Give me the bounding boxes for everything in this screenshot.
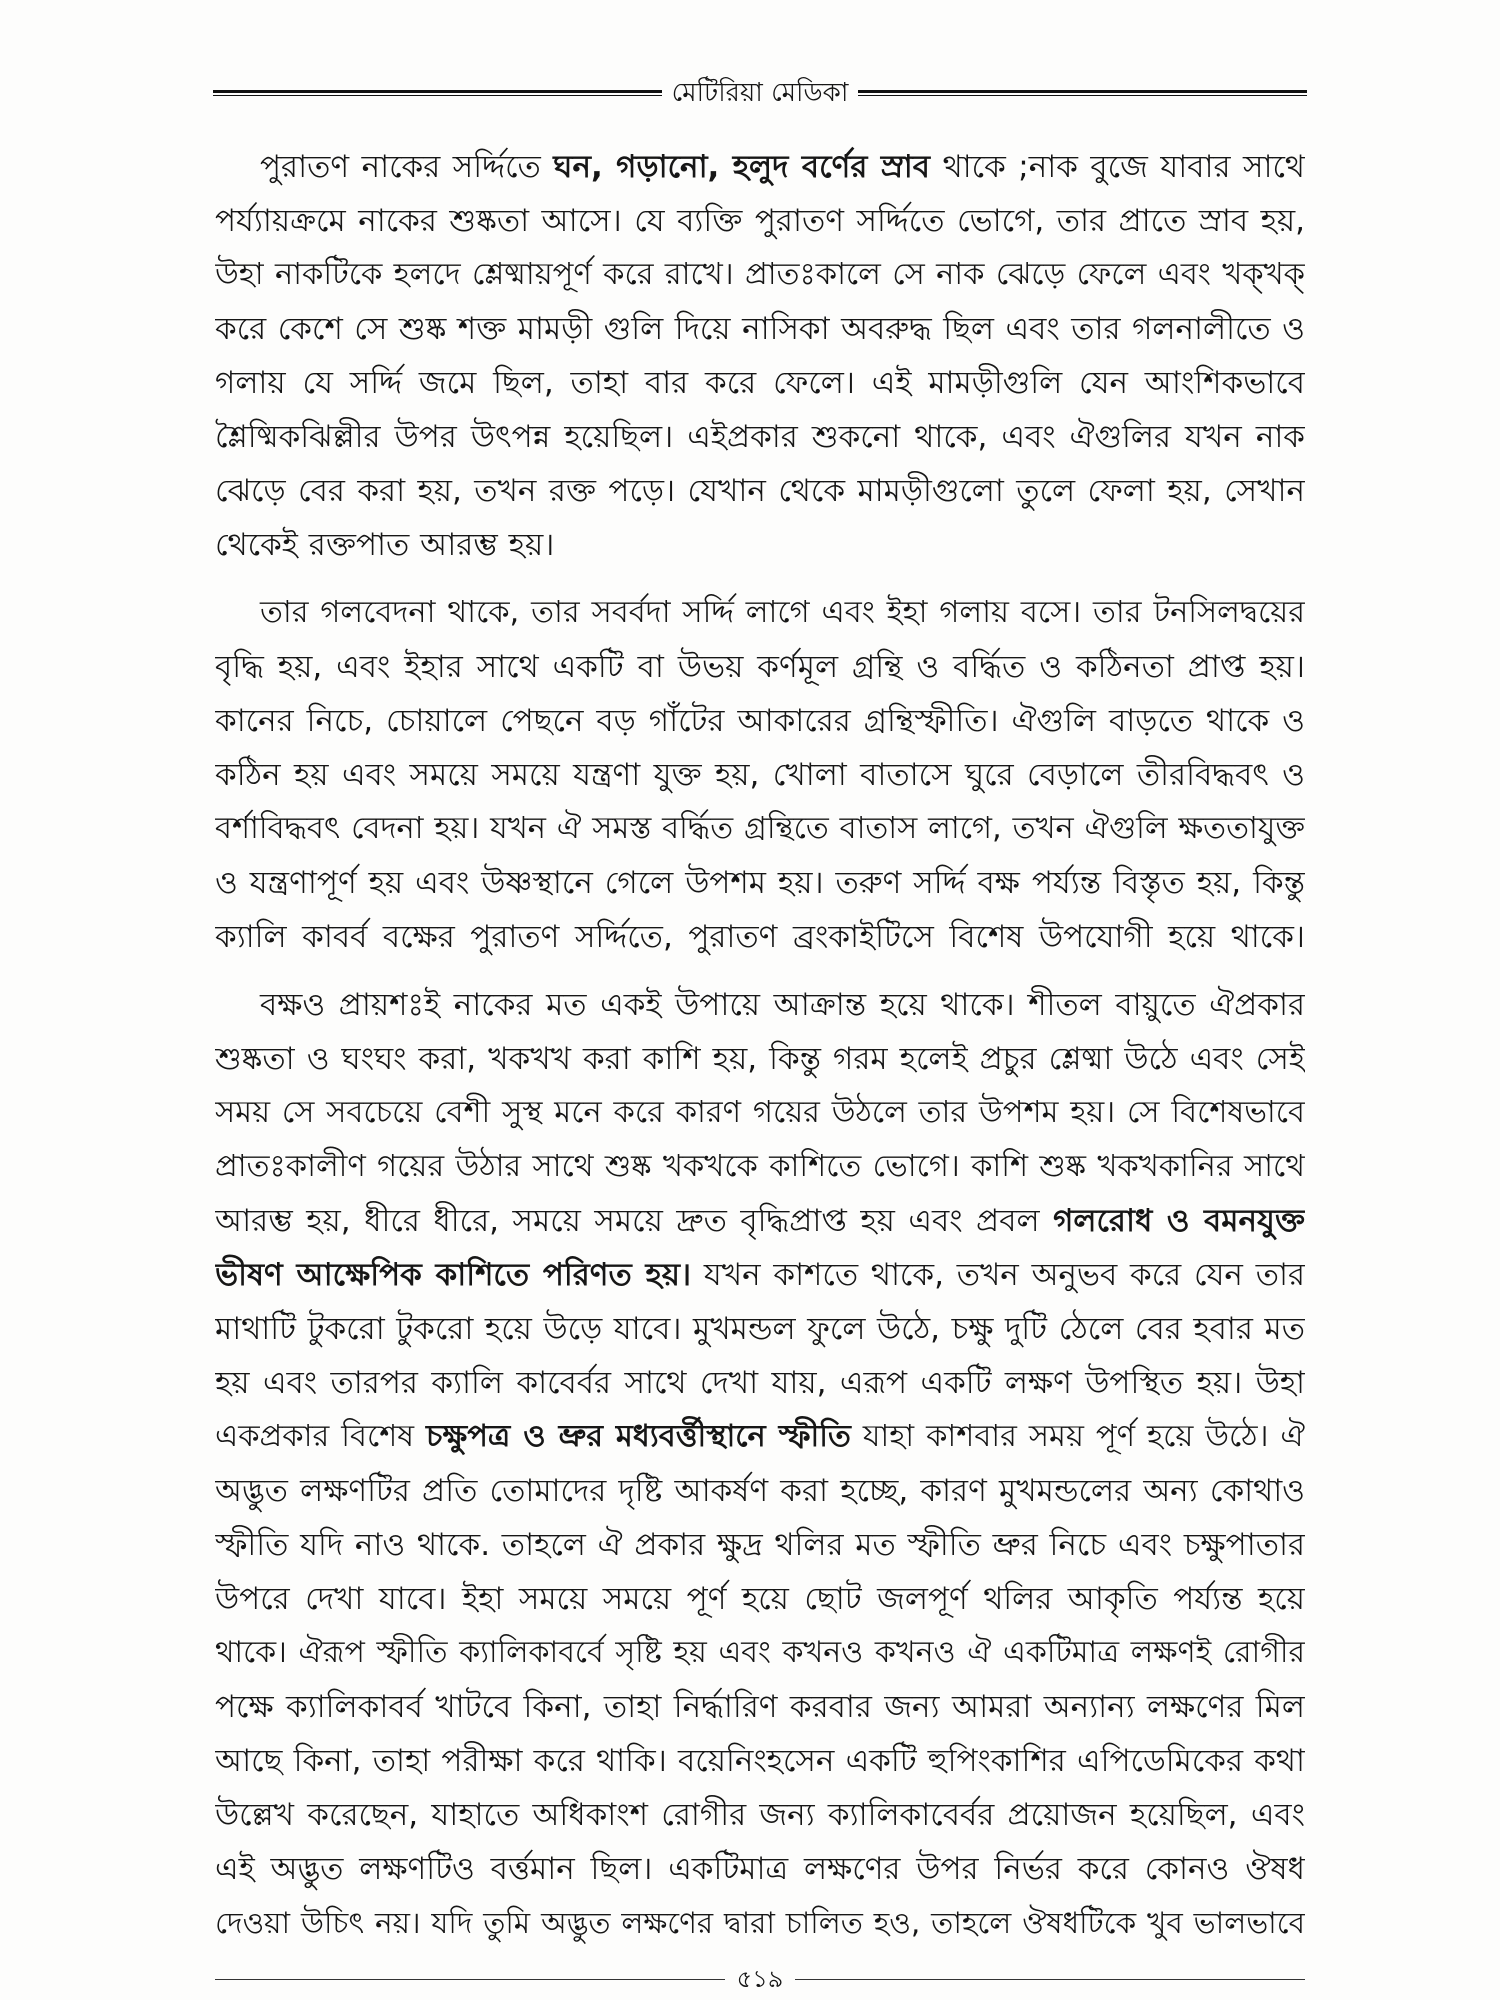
text-run: হয় এবং তারপর ক্যালি কাবের্বর সাথে দেখা যায়, এরূপ একটি লক্ষণ উপস্থিত হয়। উহা — [215, 1365, 1305, 1401]
text-run: বর্শাবিদ্ধবৎ বেদনা হয়। যখন ঐ সমস্ত বর্দ্ধিত গ্রন্থিতে বাতাস লাগে, তখন ঐগুলি ক্ষততাযুক্ত — [215, 811, 1305, 846]
text-line — [215, 1572, 1305, 1626]
text-line — [215, 640, 1305, 694]
text-run: পক্ষে ক্যালিকাবর্ব খাটবে কিনা, তাহা নির্দ্ধারিণ করবার জন্য আমরা অন্যান্য লক্ষণের মিল — [215, 1689, 1305, 1725]
text-run: যাহা কাশবার সময় পূর্ণ হয়ে উঠে। ঐ — [850, 1419, 1305, 1454]
text-line — [215, 194, 1305, 248]
text-line — [215, 1410, 1305, 1464]
header-rule-right — [858, 90, 1307, 96]
text-line — [215, 1518, 1305, 1572]
text-run: উল্লেখ করেছেন, যাহাতে অধিকাংশ রোগীর জন্য ক্যালিকাবের্বর প্রয়োজন হয়েছিল, এবং — [215, 1797, 1305, 1833]
footer-rule-right — [795, 1979, 1305, 1980]
text-run: ঝেড়ে বের করা হয়, তখন রক্ত পড়ে। যেখান থেকে মামড়ীগুলো তুলে ফেলা হয়, সেখান — [215, 473, 1305, 509]
text-run: গলায় যে সর্দ্দি জমে ছিল, তাহা বার করে ফেলে। এই মামড়ীগুলি যেন আংশিকভাবে — [215, 365, 1305, 401]
text-run: করে কেশে সে শুষ্ক শক্ত মামড়ী গুলি দিয়ে নাসিকা অবরুদ্ধ ছিল এবং তার গলনালীতে ও — [215, 311, 1305, 347]
text-run: পর্য্যায়ক্রমে নাকের শুষ্কতা আসে। যে ব্যক্তি পুরাতণ সর্দ্দিতে ভোগে, তার প্রাতে স্রাব হয়, — [215, 203, 1305, 239]
text-run: পুরাতণ নাকের সর্দ্দিতে — [260, 149, 554, 185]
paragraph — [215, 978, 1305, 1950]
text-run: থাকে। ঐরূপ স্ফীতি ক্যালিকাবর্বে সৃষ্টি হয় এবং কখনও কখনও ঐ একটিমাত্র লক্ষণই রোগীর — [215, 1635, 1305, 1670]
text-run: শুষ্কতা ও ঘংঘং করা, খকখখ করা কাশি হয়, কিন্তু গরম হলেই প্রচুর শ্লেষ্মা উঠে এবং সেই — [215, 1041, 1305, 1077]
text-line — [215, 140, 1305, 194]
footer-rule-left — [215, 1979, 725, 1980]
text-line — [215, 1680, 1305, 1734]
text-line — [215, 302, 1305, 356]
text-line — [215, 694, 1305, 748]
text-run: কঠিন হয় এবং সময়ে সময়ে যন্ত্রণা যুক্ত হয়, খোলা বাতাসে ঘুরে বেড়ালে তীরবিদ্ধবৎ ও — [215, 757, 1305, 793]
text-run: সময় সে সবচেয়ে বেশী সুস্থ মনে করে কারণ গয়ের উঠলে তার উপশম হয়। সে বিশেষভাবে — [215, 1095, 1305, 1130]
text-run: ও যন্ত্রণাপূর্ণ হয় এবং উষ্ণস্থানে গেলে উপশম হয়। তরুণ সর্দ্দি বক্ষ পর্য্যন্ত বিস্তৃত হয়, কিন্তু — [215, 865, 1305, 901]
text-run: মাথাটি টুকরো টুকরো হয়ে উড়ে যাবে। মুখমন্ডল ফুলে উঠে, চক্ষু দুটি ঠেলে বের হবার মত — [215, 1311, 1305, 1347]
text-run: দেওয়া উচিৎ নয়। যদি তুমি অদ্ভুত লক্ষণের দ্বারা চালিত হও, তাহলে ঔষধটিকে খুব ভালভাবে — [215, 1906, 1305, 1940]
text-run: বৃদ্ধি হয়, এবং ইহার সাথে একটি বা উভয় কর্ণমূল গ্রন্থি ও বর্দ্ধিত ও কঠিনতা প্রাপ্ত হয়। — [215, 649, 1305, 685]
page-number: ৫১৯ — [736, 1965, 784, 1993]
text-line — [215, 464, 1305, 518]
text-line — [215, 978, 1305, 1032]
text-run: ক্যালি কাবর্ব বক্ষের পুরাতণ সর্দ্দিতে, পুরাতণ ব্রংকাইটিসে বিশেষ উপযোগী হয়ে থাকে। — [215, 919, 1305, 955]
text-line — [215, 1356, 1305, 1410]
text-line — [215, 1626, 1305, 1680]
text-line — [215, 748, 1305, 802]
text-line — [215, 1842, 1305, 1896]
text-line — [215, 1032, 1305, 1086]
bold-text-run: চক্ষুপত্র ও ভ্রুর মধ্যবর্ত্তীস্থানে স্ফীতি — [426, 1419, 851, 1454]
text-run: অদ্ভুত লক্ষণটির প্রতি তোমাদের দৃষ্টি আকর্ষণ করা হচ্ছে, কারণ মুখমন্ডলের অন্য কোথাও — [215, 1473, 1305, 1509]
text-line — [215, 518, 1305, 572]
running-header — [213, 76, 1307, 110]
text-run: যখন কাশতে থাকে, তখন অনুভব করে যেন তার — [691, 1257, 1305, 1293]
text-line — [215, 856, 1305, 910]
text-line — [215, 1086, 1305, 1140]
text-run: এই অদ্ভুত লক্ষণটিও বর্ত্তমান ছিল। একটিমাত্র লক্ষণের উপর নির্ভর করে কোনও ঔষধ — [215, 1851, 1305, 1887]
text-run: শ্লৈষ্মিকঝিল্লীর উপর উৎপন্ন হয়েছিল। এইপ্রকার শুকনো থাকে, এবং ঐগুলির যখন নাক — [215, 419, 1305, 455]
text-run: স্ফীতি যদি নাও থাকে. তাহলে ঐ প্রকার ক্ষুদ্র থলির মত স্ফীতি ভ্রুর নিচে এবং চক্ষুপাতার — [215, 1527, 1305, 1563]
text-line — [215, 1734, 1305, 1788]
text-line — [215, 1302, 1305, 1356]
paragraph — [215, 140, 1305, 572]
text-run: থেকেই রক্তপাত আরম্ভ হয়। — [215, 527, 555, 563]
text-line — [215, 1896, 1305, 1950]
text-run: আরম্ভ হয়, ধীরে ধীরে, সময়ে সময়ে দ্রুত বৃদ্ধিপ্রাপ্ত হয় এবং প্রবল — [215, 1203, 1054, 1239]
text-run: আছে কিনা, তাহা পরীক্ষা করে থাকি। বয়েনিংহসেন একটি হুপিংকাশির এপিডেমিকের কথা — [215, 1743, 1305, 1779]
page-footer — [215, 1964, 1305, 1994]
text-run: উহা নাকটিকে হলদে শ্লেষ্মায়পূর্ণ করে রাখে। প্রাতঃকালে সে নাক ঝেড়ে ফেলে এবং খক্খক্ — [215, 257, 1305, 292]
bold-text-run: ভীষণ আক্ষেপিক কাশিতে পরিণত হয়। — [215, 1257, 692, 1293]
paragraph — [215, 586, 1305, 964]
text-run: একপ্রকার বিশেষ — [215, 1419, 427, 1454]
text-run: তার গলবেদনা থাকে, তার সবর্বদা সর্দ্দি লাগে এবং ইহা গলায় বসে। তার টনসিলদ্বয়ের — [260, 595, 1305, 630]
text-line — [215, 910, 1305, 964]
text-line — [215, 248, 1305, 302]
text-line — [215, 356, 1305, 410]
text-line — [215, 1788, 1305, 1842]
text-line — [215, 1248, 1305, 1302]
bold-text-run: গলরোধ ও বমনযুক্ত — [1053, 1203, 1305, 1239]
text-line — [215, 802, 1305, 856]
text-run: বক্ষও প্রায়শঃই নাকের মত একই উপায়ে আক্রান্ত হয়ে থাকে। শীতল বায়ুতে ঐপ্রকার — [260, 987, 1305, 1023]
bold-text-run: ঘন, গড়ানো, হলুদ বর্ণের স্রাব — [553, 149, 931, 185]
text-run: থাকে ;নাক বুজে যাবার সাথে — [930, 149, 1305, 185]
text-line — [215, 1464, 1305, 1518]
text-line — [215, 1140, 1305, 1194]
text-run: প্রাতঃকালীণ গয়ের উঠার সাথে শুষ্ক খকখকে কাশিতে ভোগে। কাশি শুষ্ক খকখকানির সাথে — [215, 1149, 1305, 1184]
text-line — [215, 410, 1305, 464]
text-line — [215, 1194, 1305, 1248]
header-title: মেটিরিয়া মেডিকা — [671, 78, 849, 108]
text-line — [215, 586, 1305, 640]
header-rule-left — [213, 90, 662, 96]
page-body — [215, 140, 1305, 1950]
text-run: কানের নিচে, চোয়ালে পেছনে বড় গাঁটের আকারের গ্রন্থিস্ফীতি। ঐগুলি বাড়তে থাকে ও — [215, 703, 1305, 739]
text-run: উপরে দেখা যাবে। ইহা সময়ে সময়ে পূর্ণ হয়ে ছোট জলপূর্ণ থলির আকৃতি পর্য্যন্ত হয়ে — [215, 1581, 1305, 1617]
